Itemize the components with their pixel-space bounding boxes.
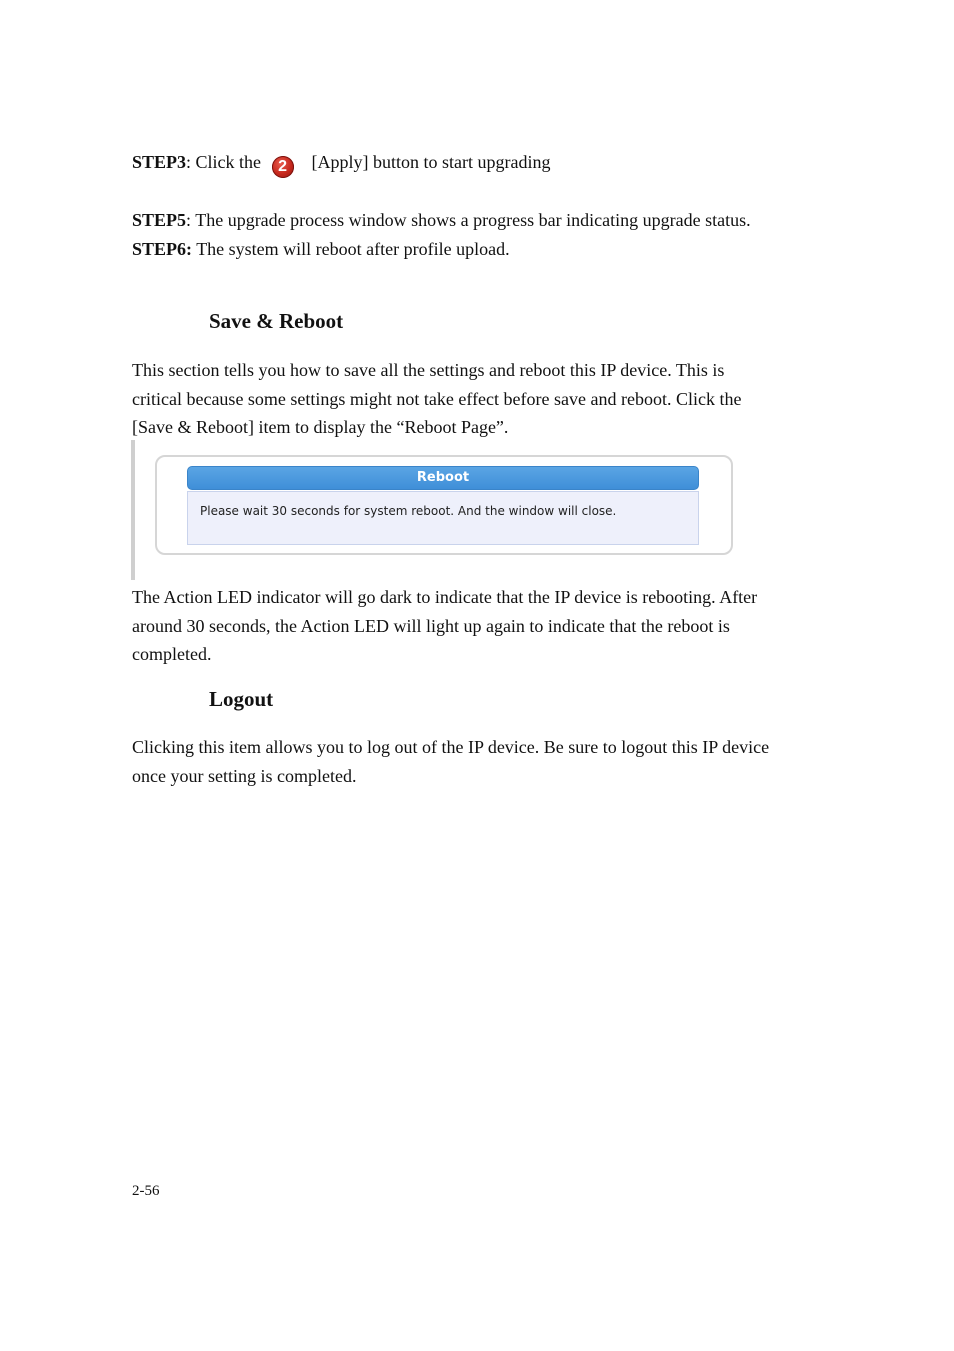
step3-line xyxy=(132,148,551,178)
reboot-dialog xyxy=(155,455,733,555)
step5-label: STEP5 xyxy=(132,210,187,230)
paragraph-line: Clicking this item allows you to log out of the IP device. Be sure to logout this IP device xyxy=(132,737,770,757)
step6-text: The system will reboot after profile upload. xyxy=(192,239,510,259)
step6-line xyxy=(132,235,510,263)
step3-label: STEP3 xyxy=(132,152,187,172)
save-reboot-description xyxy=(132,356,832,442)
logout-description xyxy=(132,733,832,790)
led-description xyxy=(132,583,832,669)
paragraph-line: completed. xyxy=(132,644,212,664)
paragraph-line: around 30 seconds, the Action LED will light up again to indicate that the reboot is xyxy=(132,615,730,636)
paragraph-line: The Action LED indicator will go dark to indicate that the IP device is rebooting. After xyxy=(132,587,758,607)
paragraph-line: critical because some settings might not take effect before save and reboot. Click the xyxy=(132,388,742,409)
reboot-dialog-message: Please wait 30 seconds for system reboot. And the window will close. xyxy=(200,504,617,518)
page-number: 2-56 xyxy=(132,1183,160,1199)
reboot-dialog-body xyxy=(187,491,699,545)
reboot-dialog-title: Reboot xyxy=(187,466,699,490)
step3-text: : Click the xyxy=(186,152,266,172)
paragraph-line: [Save & Reboot] item to display the “Reboot Page”. xyxy=(132,417,509,437)
step-number-2-icon: 2 xyxy=(272,156,294,178)
save-reboot-heading: Save & Reboot xyxy=(209,309,344,333)
paragraph-line: once your setting is completed. xyxy=(132,765,357,786)
paragraph-line: This section tells you how to save all the settings and reboot this IP device. This is xyxy=(132,360,725,380)
step5-text: : The upgrade process window shows a progress bar indicating upgrade status. xyxy=(186,210,751,230)
logout-heading: Logout xyxy=(209,687,274,711)
step5-line xyxy=(132,206,751,234)
step3-text-after: [Apply] button to start upgrading xyxy=(311,152,551,172)
step6-label: STEP6: xyxy=(132,239,193,259)
screenshot-margin-bar xyxy=(131,440,135,580)
